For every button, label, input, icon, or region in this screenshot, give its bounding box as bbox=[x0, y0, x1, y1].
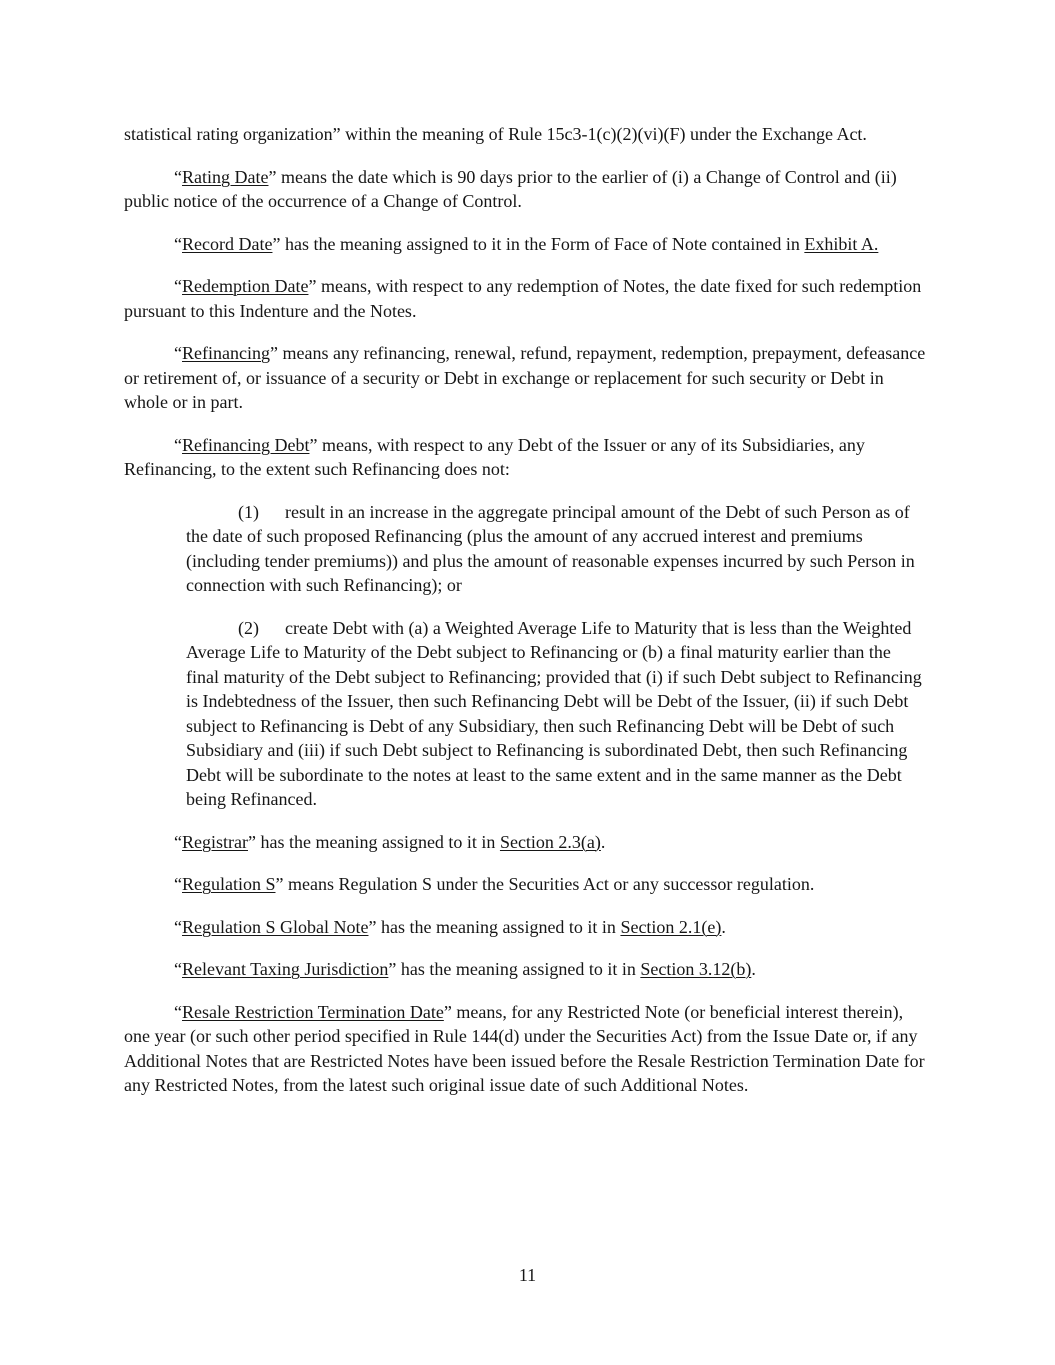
paragraph bbox=[124, 433, 928, 482]
text-run: “ bbox=[174, 959, 182, 979]
defined-term: Record Date bbox=[182, 233, 273, 254]
text-run: ” has the meaning assigned to it in bbox=[368, 916, 621, 937]
list-paragraph bbox=[186, 616, 928, 812]
text-run: “ bbox=[174, 343, 182, 363]
paragraph bbox=[124, 341, 928, 415]
text-run: “ bbox=[174, 916, 182, 937]
text-run: . bbox=[751, 959, 756, 979]
text-run: . bbox=[721, 916, 726, 937]
text-run: ” means, with respect to any Debt of the Issuer or any of its Subsidiaries, any Refinancing, to the extent such Refinancing does not: bbox=[124, 434, 865, 479]
text-run: “ bbox=[174, 1001, 182, 1022]
page-number: 11 bbox=[518, 1265, 537, 1285]
defined-term: Regulation S bbox=[182, 874, 276, 894]
defined-term: Resale Restriction Termination Date bbox=[182, 1001, 444, 1022]
text-run: ” means, with respect to any redemption of Notes, the date fixed for such redemption pursuant to this Indenture and the Notes. bbox=[124, 276, 922, 321]
paragraph bbox=[124, 872, 928, 897]
text-run: “ bbox=[174, 276, 182, 296]
list-paragraph bbox=[186, 500, 928, 598]
text-run: “ bbox=[174, 831, 182, 852]
paragraph bbox=[124, 915, 928, 940]
text-run: ” has the meaning assigned to it in bbox=[388, 959, 641, 979]
defined-term: Refinancing bbox=[182, 343, 270, 363]
defined-term: Registrar bbox=[182, 831, 248, 852]
paragraph bbox=[124, 957, 928, 982]
text-run: ” has the meaning assigned to it in the Form of Face of Note contained in bbox=[272, 233, 805, 254]
defined-term: Relevant Taxing Jurisdiction bbox=[182, 959, 389, 979]
defined-term: Refinancing Debt bbox=[182, 434, 310, 455]
paragraph bbox=[124, 232, 928, 257]
defined-term: Rating Date bbox=[182, 166, 269, 187]
defined-term: Exhibit A. bbox=[804, 233, 879, 254]
text-run: ” has the meaning assigned to it in bbox=[247, 831, 500, 852]
text-run: “ bbox=[174, 434, 182, 455]
text-run: statistical rating organization” within the meaning of Rule 15c3-1(c)(2)(vi)(F) under the Exchange Act. bbox=[124, 124, 867, 144]
paragraph bbox=[124, 1000, 928, 1098]
list-item-number: (2) bbox=[238, 617, 259, 638]
defined-term: Regulation S Global Note bbox=[182, 916, 369, 937]
paragraph bbox=[124, 165, 928, 214]
text-run: result in an increase in the aggregate principal amount of the Debt of such Person as of the date of such proposed Refinancing (plus the amount of any accrued interest and premiums (including tender premiums)) and plus the amount of reasonable expenses incurred by such Person in connection with such Refinancing); or bbox=[186, 501, 915, 595]
text-run: ” means, for any Restricted Note (or beneficial interest therein), one year (or such other period specified in Rule 144(d) under the Securities Act) from the Issue Date or, if any Additional Notes that are Restricted Notes have been issued before the Resale Restriction Termination Date for any Restricted Notes, from the latest such original issue date of such Additional Notes. bbox=[124, 1001, 925, 1095]
paragraph bbox=[124, 122, 928, 147]
text-run: “ bbox=[174, 233, 182, 254]
defined-term: Section 2.3(a) bbox=[499, 831, 601, 852]
paragraph bbox=[124, 830, 928, 855]
defined-term: Section 2.1(e) bbox=[620, 916, 722, 937]
defined-term: Redemption Date bbox=[182, 276, 309, 296]
list-item-number: (1) bbox=[238, 501, 259, 522]
text-run: ” means the date which is 90 days prior to the earlier of (i) a Change of Control and (ii) public notice of the occurrence of a Change of Control. bbox=[124, 166, 897, 211]
defined-term: Section 3.12(b) bbox=[640, 959, 752, 979]
text-run: “ bbox=[174, 874, 182, 894]
text-run: “ bbox=[174, 166, 182, 187]
document-body bbox=[124, 122, 928, 1116]
text-run: ” means any refinancing, renewal, refund, repayment, redemption, prepayment, defeasance or retirement of, or issuance of a security or Debt in exchange or replacement for such security or Debt in whole or in part. bbox=[124, 343, 926, 412]
text-run: ” means Regulation S under the Securities Act or any successor regulation. bbox=[275, 874, 815, 894]
text-run: . bbox=[600, 831, 606, 852]
paragraph bbox=[124, 274, 928, 323]
text-run: create Debt with (a) a Weighted Average Life to Maturity that is less than the Weighted Average Life to Maturity of the Debt subject to Refinancing or (b) a final maturity earlier than the final maturity of the Debt subject to Refinancing; provided that (i) if such Debt subject to Refinancing is Indebtedness of the Issuer, then such Refinancing Debt will be Debt of the Issuer, (ii) if such Debt subject to Refinancing is Debt of any Subsidiary, then such Refinancing Debt will be Debt of such Subsidiary and (iii) if such Debt subject to Refinancing is subordinated Debt, then such Refinancing Debt will be subordinate to the notes at least to the same extent and in the same manner as the Debt being Refinanced. bbox=[186, 617, 922, 809]
